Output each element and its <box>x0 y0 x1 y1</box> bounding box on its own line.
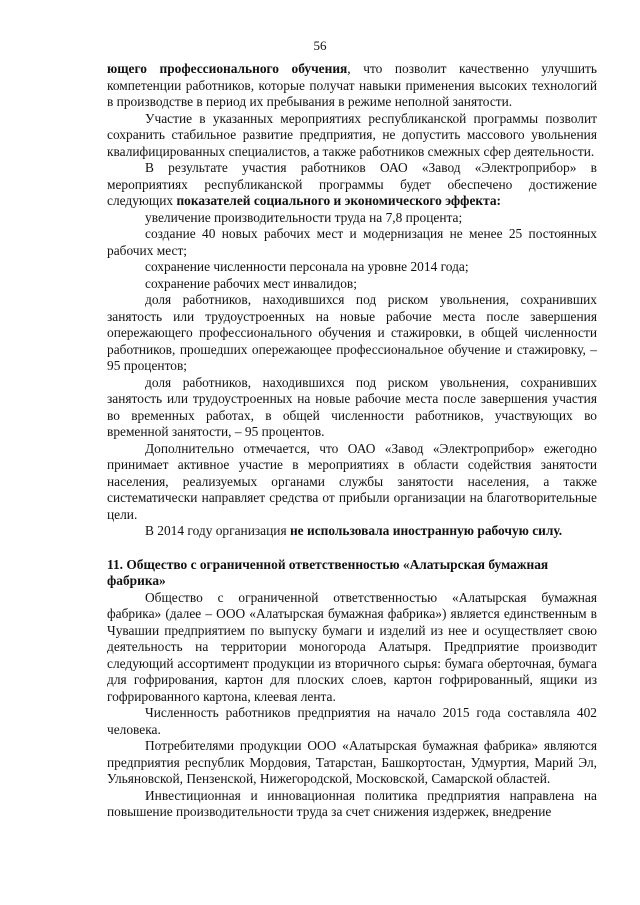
paragraph <box>107 788 597 821</box>
text-run: увеличение производительности труда на 7,8 процента; <box>145 209 463 225</box>
text-run: сохранение рабочих мест инвалидов; <box>145 275 357 291</box>
paragraph <box>107 259 597 276</box>
section-body <box>107 590 597 821</box>
paragraph <box>107 160 597 210</box>
document-body <box>107 61 597 821</box>
text-run: В результате участия работников ОАО «Завод «Электроприбор» в мероприятиях республиканской программы будет обеспечено достижение следующих <box>107 160 597 208</box>
text-run: доля работников, находившихся под риском увольнения, сохранивших занятость или трудоустроенных на новые рабочие места после завершения участия во временных работах, в общей численности работников, участвующих во временной занятости, – 95 процентов. <box>107 374 597 439</box>
paragraph <box>107 705 597 738</box>
text-run: Численность работников предприятия на начало 2015 года составляла 402 человека. <box>107 705 597 737</box>
text-run: , что позволит качественно улучшить компетенции работников, которые получат навыки применения высоких технологий в производстве в период их пребывания в режиме неполной занятости. <box>107 61 597 109</box>
paragraph <box>107 111 597 161</box>
paragraph <box>107 375 597 441</box>
paragraph <box>107 210 597 227</box>
text-run: Участие в указанных мероприятиях республиканской программы позволит сохранить стабильное развитие предприятия, не допустить массового увольнения квалифицированных специалистов, а также работников смежных сфер деятельности. <box>107 110 597 159</box>
text-run: Потребителями продукции ООО «Алатырская бумажная фабрика» являются предприятия республик Мордовия, Татарстан, Башкортостан, Удмуртия, Марий Эл, Ульяновской, Пензенской, Нижегородской, Московской, Самарской областей. <box>107 738 597 786</box>
bold-text: показателей социального и экономического эффекта: <box>176 193 501 208</box>
paragraph <box>107 523 597 540</box>
paragraph <box>107 441 597 524</box>
text-run: создание 40 новых рабочих мест и модернизация не менее 25 постоянных рабочих мест; <box>107 226 597 258</box>
paragraph <box>107 738 597 788</box>
paragraph <box>107 292 597 375</box>
paragraph <box>107 226 597 259</box>
paragraph <box>107 276 597 293</box>
intro-section <box>107 61 597 540</box>
paragraph <box>107 590 597 706</box>
text-run: доля работников, находившихся под риском увольнения, сохранивших занятость или трудоустроенных на новые рабочие места после завершения опережающего профессионального обучения и стажировки, в общей численности работников, прошедших опережающее профессиональное обучение и стажировку, – 95 процентов; <box>107 292 597 373</box>
bold-text: ющего профессионального обучения <box>107 61 348 76</box>
text-run: Инвестиционная и инновационная политика предприятия направлена на повышение производительности труда за счет снижения издержек, внедрение <box>107 787 597 819</box>
page-number: 56 <box>313 38 327 53</box>
bold-text: не использовала иностранную рабочую силу. <box>289 523 563 538</box>
text-run: В 2014 году организация <box>145 523 290 538</box>
section-heading: 11. Общество с ограниченной ответственностью «Алатырская бумажная фабрика» <box>107 556 549 588</box>
paragraph <box>107 61 597 111</box>
text-run: Дополнительно отмечается, что ОАО «Завод «Электроприбор» ежегодно принимает активное участие в мероприятиях в области содействия занятости населения, реализуемых органами службы занятости населения, а также систематически направляет средства от прибыли организации на благотворительные цели. <box>107 440 597 522</box>
text-run: сохранение численности персонала на уровне 2014 года; <box>145 259 469 274</box>
text-run: Общество с ограниченной ответственностью «Алатырская бумажная фабрика» (далее – ООО «Алатырская бумажная фабрика») является единственным в Чувашии предприятием по выпуску бумаги и изделий из нее и осуществляет свою деятельность на территории моногорода Алатыря. Предприятие производит следующий ассортимент продукции из вторичного сырья: бумага оберточная, бумага для гофрирования, картон для плоских слоев, картон гофрированный, ящики из гофрированного картона, клеевая лента. <box>107 589 597 704</box>
